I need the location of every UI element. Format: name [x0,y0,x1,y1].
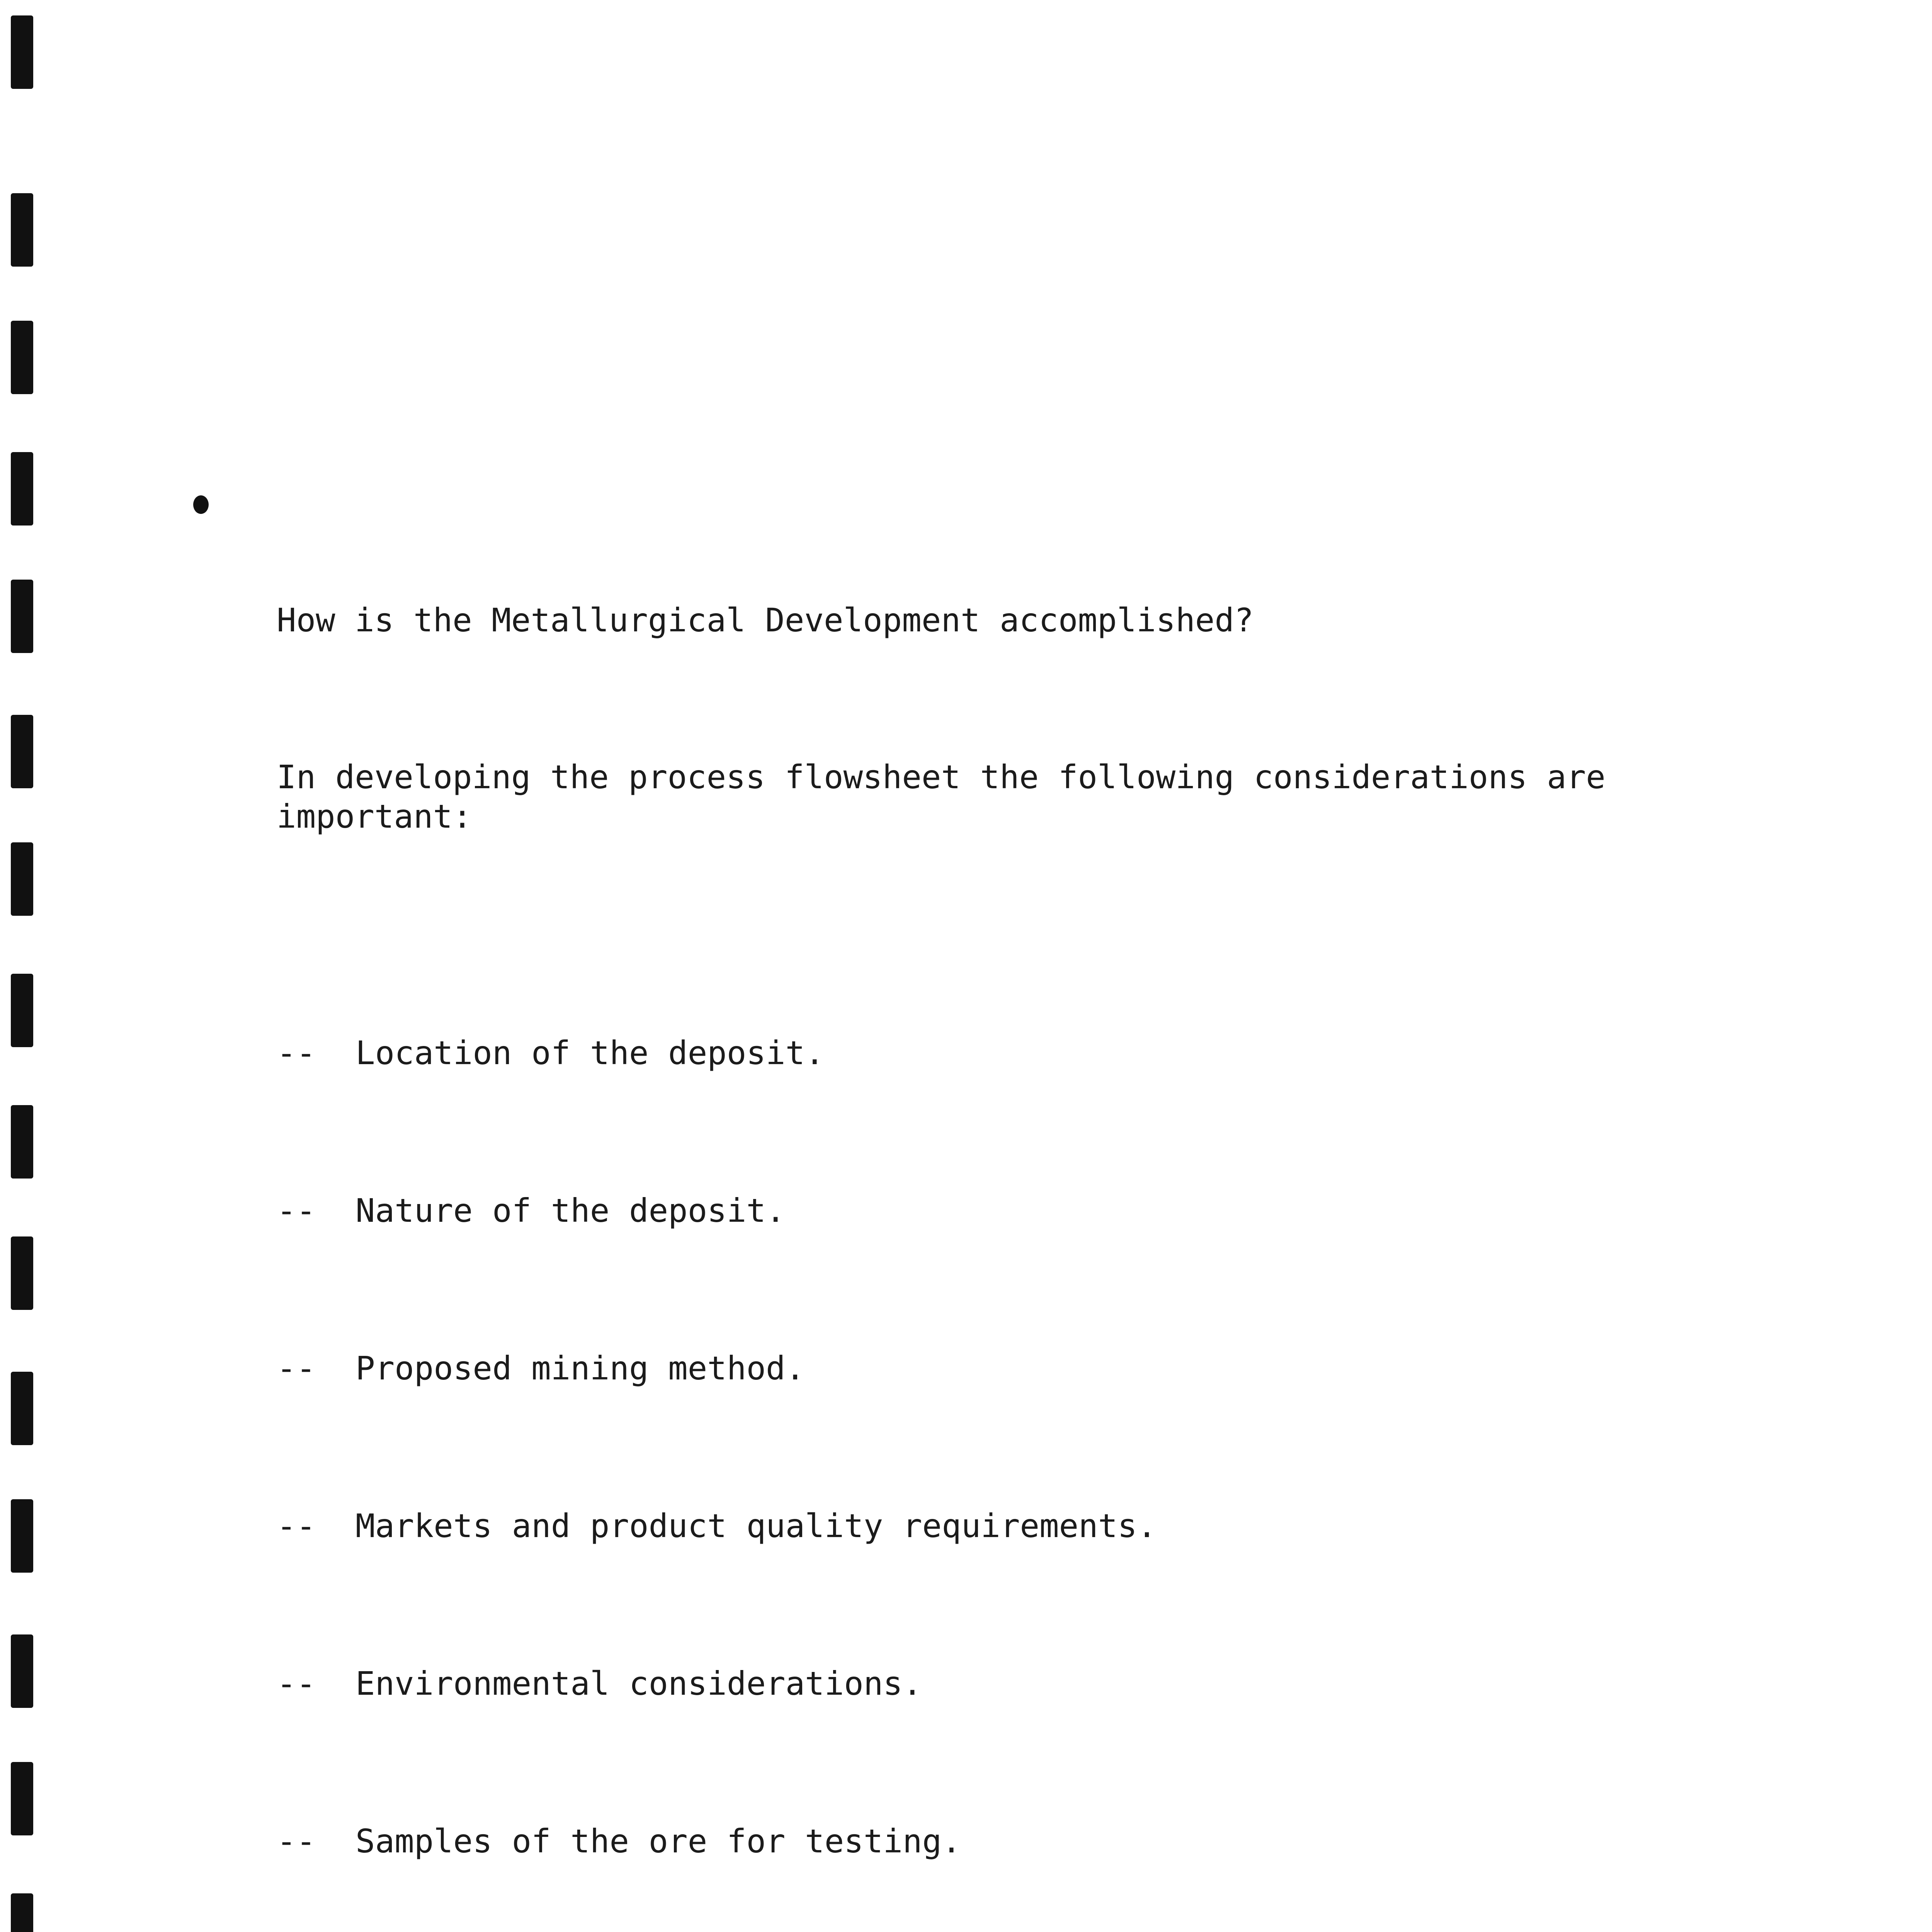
dash-marker: -- [277,1822,316,1860]
binder-hole [11,1893,33,1932]
binder-hole [11,1762,33,1835]
binder-hole [11,580,33,653]
binder-hole [11,842,33,916]
binder-hole [11,452,33,526]
binder-hole [11,1634,33,1708]
list-item-text: Markets and product quality requirements. [355,1507,1157,1545]
dash-marker: -- [277,1665,316,1702]
binder-hole [11,1105,33,1179]
binder-hole [11,1499,33,1573]
list-item [277,1349,1803,1388]
list-item [277,1191,1803,1230]
binder-hole [11,1372,33,1445]
list-item-text: Proposed mining method. [355,1349,805,1387]
binder-hole [11,193,33,267]
binder-punch-holes [11,0,38,1932]
binder-hole [11,974,33,1047]
list-item [277,1821,1803,1861]
dash-marker: -- [277,1349,316,1387]
bullet-section-metallurgical-development [277,482,1803,1932]
list-item-text: Samples of the ore for testing. [355,1822,961,1860]
list-item-text: Nature of the deposit. [355,1192,786,1230]
list-item [277,1506,1803,1546]
list-item [277,1033,1803,1073]
dash-marker: -- [277,1192,316,1230]
section-intro: In developing the process flowsheet the following considerations are important: [277,758,1605,835]
binder-hole [11,15,33,89]
list-item-text: Location of the deposit. [355,1034,825,1072]
considerations-list [277,915,1803,1932]
dash-marker: -- [277,1507,316,1545]
document-body [277,325,1803,1932]
list-item-text: Environmental considerations. [355,1665,922,1702]
dash-marker: -- [277,1034,316,1072]
binder-hole [11,1236,33,1310]
section-question: How is the Metallurgical Development accomplished? [277,601,1254,639]
binder-hole [11,715,33,788]
list-item [277,1664,1803,1703]
bullet-icon [193,495,209,514]
binder-hole [11,321,33,394]
